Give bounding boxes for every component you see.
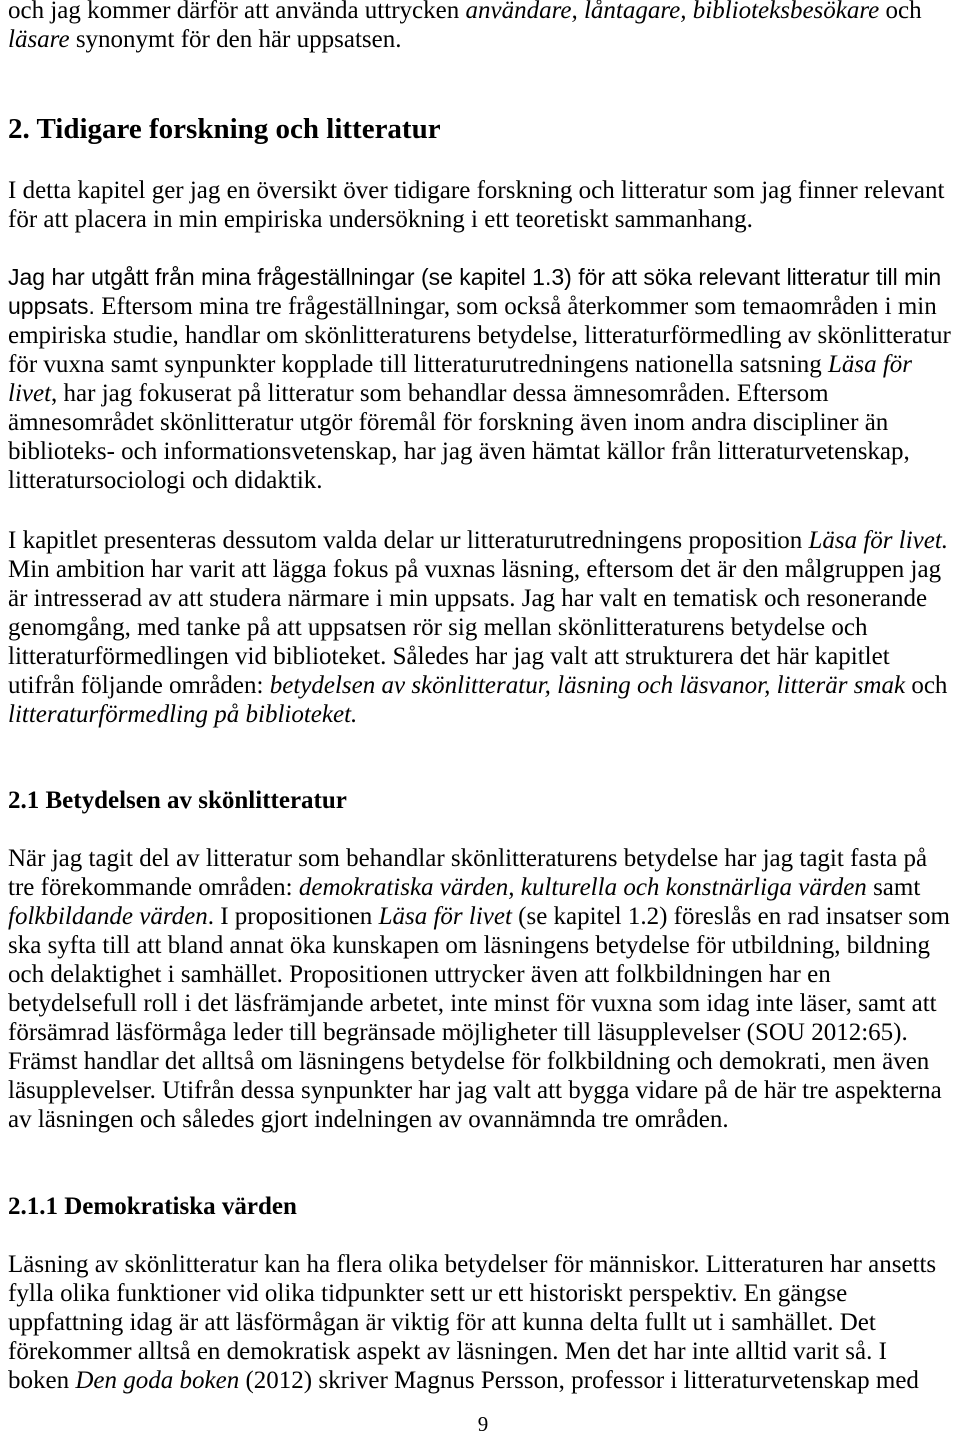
paragraph-chapter-structure <box>8 526 948 729</box>
text-run: försämrad läsförmåga leder till begränsade möjligheter till läsupplevelser (SOU 2012:65). <box>8 1019 908 1046</box>
text-run: Eftersom mina tre frågeställningar, som också återkommer som temaområden i min <box>94 293 937 320</box>
text-run: I kapitlet presenteras dessutom valda delar ur litteraturutredningens proposition <box>8 527 809 554</box>
italic-text: Den goda boken <box>75 1367 240 1394</box>
text-run: är intresserad av att studera närmare i min uppsats. Jag har valt en tematisk och resonerande <box>8 585 928 612</box>
text-line <box>8 205 944 234</box>
italic-text: användare, låntagare, biblioteksbesökare <box>465 0 880 24</box>
text-run: , har jag fokuserat på litteratur som behandlar dessa ämnesområden. Eftersom <box>51 380 829 407</box>
text-line <box>8 0 922 25</box>
text-line <box>8 176 944 205</box>
text-line <box>8 1047 950 1076</box>
italic-text: Läsa för <box>827 351 913 378</box>
text-run: litteratursociologi och didaktik. <box>8 467 323 494</box>
text-line <box>8 960 950 989</box>
text-run: (2012) skriver Magnus Persson, professor i litteraturvetenskap med <box>239 1367 919 1394</box>
text-run: och <box>905 672 948 699</box>
text-line <box>8 1250 936 1279</box>
text-line <box>8 671 948 700</box>
paragraph-chapter-overview <box>8 176 944 234</box>
text-line <box>8 1366 936 1395</box>
text-run: och delaktighet i samhället. Propositionen uttrycker även att folkbildningen har en <box>8 961 831 988</box>
text-run: ska syfta till att bland annat öka kunskapen om läsningens betydelse för utbildning, bildning <box>8 932 931 959</box>
text-line <box>8 1279 936 1308</box>
text-run: När jag tagit del av litteratur som behandlar skönlitteraturens betydelse har jag tagit fasta på <box>8 845 928 872</box>
text-line <box>8 1105 950 1134</box>
text-line <box>8 873 950 902</box>
text-run: . I propositionen <box>207 903 379 930</box>
paragraph-significance <box>8 844 950 1134</box>
italic-text: folkbildande värden <box>8 903 208 930</box>
text-run: för vuxna samt synpunkter kopplade till litteraturutredningens nationella satsning <box>8 351 828 378</box>
text-line <box>8 642 948 671</box>
text-run: och <box>879 0 922 24</box>
text-run: empiriska studie, handlar om skönlitteraturens betydelse, litteraturförmedling av skönlitteratur <box>8 322 951 349</box>
text-run: förekommer alltså en demokratisk aspekt av läsningen. Men det har inte alltid varit så. I <box>8 1338 887 1365</box>
text-run: Min ambition har varit att lägga fokus på vuxnas läsning, eftersom det är den målgruppen jag <box>8 556 942 583</box>
text-line <box>8 931 950 960</box>
text-line <box>8 25 922 54</box>
text-run: och jag kommer därför att använda uttrycken <box>8 0 466 24</box>
text-line <box>8 902 950 931</box>
text-run: synonymt för den här uppsatsen. <box>69 26 402 53</box>
text-line <box>8 350 951 379</box>
sans-text: Jag har utgått från mina frågeställningar (se kapitel 1.3) för att söka relevant litteratur till min <box>8 264 942 290</box>
text-run: samt <box>866 874 921 901</box>
text-line <box>8 466 951 495</box>
text-line <box>8 1018 950 1047</box>
paragraph-democratic-values <box>8 1250 936 1395</box>
section-heading-2-1: 2.1 Betydelsen av skönlitteratur <box>8 787 347 814</box>
italic-text: demokratiska värden, kulturella och konstnärliga värden <box>298 874 867 901</box>
text-run: I detta kapitel ger jag en översikt över tidigare forskning och litteratur som jag finner relevant <box>8 177 945 204</box>
section-heading-2: 2. Tidigare forskning och litteratur <box>8 113 441 145</box>
text-run: betydelsefull roll i det läsfrämjande arbetet, inte minst för vuxna som idag inte läser, samt att <box>8 990 937 1017</box>
text-line <box>8 555 948 584</box>
text-run: uppfattning idag är att läsförmågan är viktig för att kunna delta fullt ut i samhället. Det <box>8 1309 876 1336</box>
italic-text: läsare <box>8 26 70 53</box>
intro-paragraph <box>8 0 922 54</box>
text-line <box>8 844 950 873</box>
sans-text: uppsats. <box>8 293 95 319</box>
text-line <box>8 1337 936 1366</box>
text-line <box>8 292 951 321</box>
text-run: fylla olika funktioner vid olika tidpunkter sett ur ett historiskt perspektiv. En gängse <box>8 1280 848 1307</box>
text-run: (se kapitel 1.2) föreslås en rad insatser som <box>511 903 950 930</box>
text-line <box>8 613 948 642</box>
text-run: av läsningen och således gjort indelningen av ovannämnda tre områden. <box>8 1106 729 1133</box>
text-run: litteraturförmedlingen vid biblioteket. Således har jag valt att strukturera det här kapitlet <box>8 643 890 670</box>
text-line <box>8 379 951 408</box>
page-number: 9 <box>477 1412 489 1436</box>
text-line <box>8 263 951 292</box>
text-line <box>8 1308 936 1337</box>
paragraph-research-questions <box>8 263 951 495</box>
text-line <box>8 1076 950 1105</box>
text-run: läsupplevelser. Utifrån dessa synpunkter har jag valt att bygga vidare på de här tre aspekterna <box>8 1077 942 1104</box>
text-line <box>8 584 948 613</box>
text-run: ämnesområdet skönlitteratur utgör föremål för forskning även inom andra discipliner än <box>8 409 889 436</box>
text-line <box>8 700 948 729</box>
text-run: genomgång, med tanke på att uppsatsen rör sig mellan skönlitteraturens betydelse och <box>8 614 868 641</box>
text-run: boken <box>8 1367 76 1394</box>
text-run: Läsning av skönlitteratur kan ha flera olika betydelser för människor. Litteraturen har ansetts <box>8 1251 937 1278</box>
text-run: för att placera in min empiriska undersökning i ett teoretiskt sammanhang. <box>8 206 753 233</box>
section-heading-2-1-1: 2.1.1 Demokratiska värden <box>8 1193 297 1220</box>
text-line <box>8 526 948 555</box>
text-line <box>8 437 951 466</box>
text-line <box>8 408 951 437</box>
text-run: tre förekommande områden: <box>8 874 299 901</box>
text-run: biblioteks- och informationsvetenskap, har jag även hämtat källor från litteraturvetenskap, <box>8 438 910 465</box>
italic-text: betydelsen av skönlitteratur, läsning och läsvanor, litterär smak <box>269 672 906 699</box>
text-run: utifrån följande områden: <box>8 672 270 699</box>
text-run: Främst handlar det alltså om läsningens betydelse för folkbildning och demokrati, men även <box>8 1048 930 1075</box>
text-line <box>8 321 951 350</box>
text-line <box>8 989 950 1018</box>
italic-text: Läsa för livet <box>378 903 512 930</box>
italic-text: litteraturförmedling på biblioteket. <box>8 701 358 728</box>
italic-text: livet <box>8 380 52 407</box>
italic-text: Läsa för livet. <box>808 527 949 554</box>
